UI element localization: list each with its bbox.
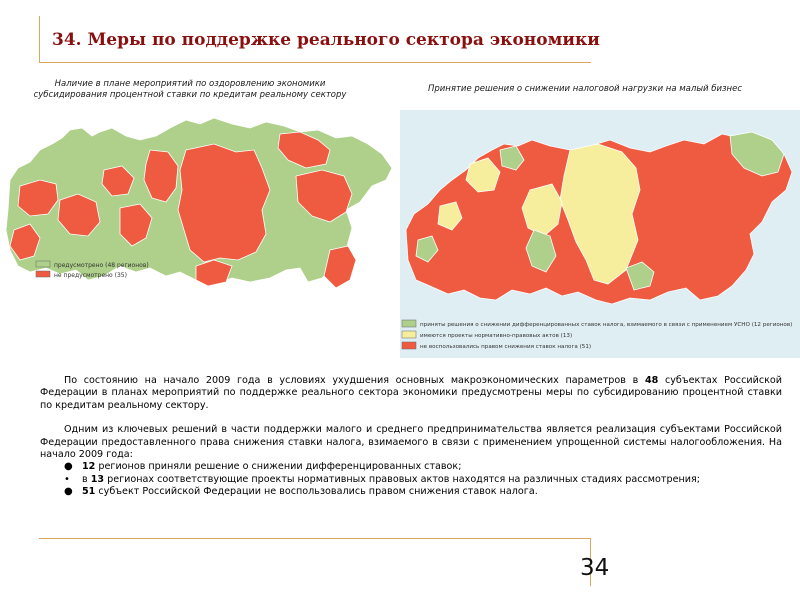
bullet-prefix: в [82, 473, 91, 485]
bullet-number: 51 [82, 486, 96, 498]
legend-label-green: приняты решения о снижении дифференцированных ставок налога, взимаемого в связи с применением УСНО (12 регионов) [420, 322, 793, 328]
paragraph-tax: Одним из ключевых решений в части поддержки малого и среднего предпринимательства является реализация субъектами Российской Федерации предоставленного права снижения ставки налога, взимаемого в связи с применением упрощенной системы налогообложения. На начало 2009 года: [40, 424, 782, 461]
legend-swatch-green [36, 261, 50, 267]
bullet-item [64, 486, 782, 498]
legend-label-green: предусмотрено (48 регионов) [54, 262, 149, 269]
right-map-tax [400, 110, 800, 358]
right-map-svg [400, 110, 800, 358]
frame-line-vertical-top [39, 16, 40, 63]
legend-label-yellow: имеются проекты нормативно-правовых актов (13) [420, 333, 573, 339]
bullet-text: регионов приняли решение о снижении дифференцированных ставок; [95, 461, 462, 473]
legend-label-red: не воспользовались правом снижения ставок налога (51) [420, 344, 592, 350]
right-map-caption: Принятие решения о снижении налоговой нагрузки на малый бизнес [427, 84, 742, 94]
slide-title: 34. Меры по поддержке реального сектора экономики [52, 30, 600, 50]
bullet-list [40, 461, 782, 498]
bullet-number: 12 [82, 461, 96, 473]
bullet-text: субъект Российской Федерации не воспользовались правом снижения ставок налога. [95, 486, 538, 498]
legend-swatch-red [402, 342, 416, 349]
left-map-subsidy [0, 110, 400, 305]
bullet-text: регионах соответствующие проекты нормативных правовых актов находятся на различных стадиях рассмотрения; [104, 473, 700, 485]
bullet-icon: ● [64, 461, 73, 473]
bullet-item [64, 473, 782, 486]
para1-number: 48 [644, 375, 659, 386]
frame-line-horizontal-bottom [39, 538, 591, 539]
bullet-icon: • [64, 473, 70, 485]
left-map-caption: Наличие в плане мероприятий по оздоровлению экономики субсидирования процентной ставки по кредитам реальному сектору [33, 79, 347, 100]
para1-text-end: субъектах Российской Федерации в планах мероприятий по поддержке реального сектора экономики предусмотрены меры по субсидированию процентной ставки по кредитам реальному сектору. [40, 375, 782, 411]
legend-swatch-yellow [402, 331, 416, 338]
bullet-number: 13 [90, 473, 105, 485]
bullet-item [64, 461, 782, 473]
left-map-svg [0, 110, 400, 305]
legend-label-red: не предусмотрено (35) [54, 272, 127, 279]
bullet-icon: ● [64, 486, 73, 498]
legend-swatch-red [36, 271, 50, 277]
legend-swatch-green [402, 320, 416, 327]
frame-line-horizontal-top [39, 62, 591, 63]
region-red [196, 260, 232, 286]
paragraph-subsidy [40, 375, 782, 412]
region-red [178, 144, 270, 262]
page-number: 34 [580, 555, 610, 581]
body-text [40, 375, 782, 499]
para1-text-start: По состоянию на начало 2009 года в условиях ухудшения основных макроэкономических параметров в [64, 375, 645, 386]
